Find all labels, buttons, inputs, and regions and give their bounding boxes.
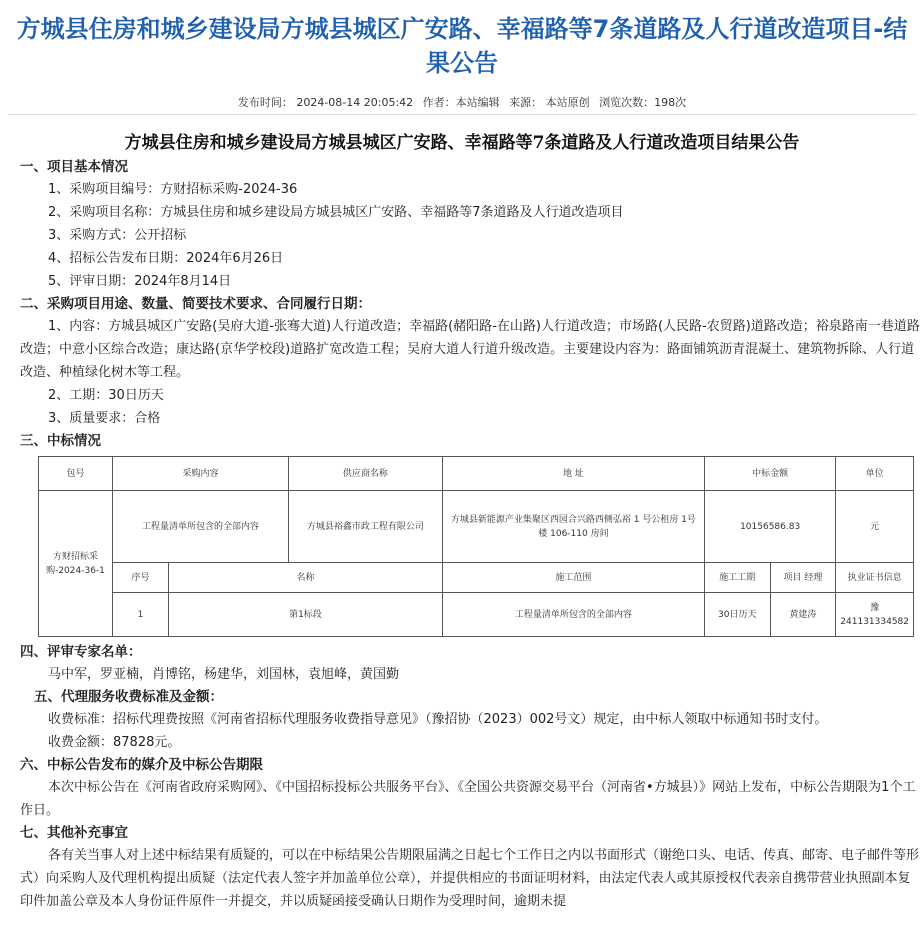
section1-item: 3、采购方式：公开招标	[48, 228, 187, 243]
supplier-name: 方城县裕鑫市政工程有限公司	[288, 491, 442, 563]
section6-heading: 六、中标公告发布的媒介及中标公告期限	[20, 757, 263, 773]
table-header: 包号	[39, 457, 113, 491]
table-cell: 1	[113, 593, 169, 637]
award-table	[38, 456, 914, 637]
procurement-content: 工程量清单所包含的全部内容	[113, 491, 289, 563]
package-number: 方财招标采购-2024-36-1	[39, 491, 113, 637]
table-header: 名称	[169, 563, 443, 593]
section2-content: 1、内容：方城县城区广安路(吴府大道-张骞大道)人行道改造；幸福路(赭阳路-在山路)人行道改造；市场路(人民路-农贸路)道路改造；裕泉路南一巷道路改造；中意小区综合改造；康达路(京华学校段)道路扩宽改造工程；吴府大道人行道升级改造。主要建设内容为：路面铺筑沥青混凝土、建筑物拆除、人行道改造、种植绿化树木等工程。	[20, 319, 920, 380]
expert-names: 马中军，罗亚楠，肖博铭，杨建华，刘国林，袁旭峰，黄国勤	[48, 667, 400, 682]
table-header: 中标金额	[704, 457, 835, 491]
table-header: 序号	[113, 563, 169, 593]
section2-period: 2、工期：30日历天	[48, 388, 164, 403]
table-header: 地 址	[442, 457, 704, 491]
section3-heading: 三、中标情况	[20, 433, 101, 449]
source: 来源： 本站原创	[509, 96, 590, 109]
table-header: 采购内容	[113, 457, 289, 491]
section1-item: 2、采购项目名称：方城县住房和城乡建设局方城县城区广安路、幸福路等7条道路及人行道改造项目	[48, 205, 624, 220]
publish-time: 发布时间： 2024-08-14 20:05:42	[237, 96, 414, 109]
article-body	[20, 156, 920, 913]
table-header: 供应商名称	[288, 457, 442, 491]
section1-item: 1、采购项目编号：方财招标采购-2024-36	[48, 182, 298, 197]
section7-text: 各有关当事人对上述中标结果有质疑的，可以在中标结果公告期限届满之日起七个工作日之内以书面形式（谢绝口头、电话、传真、邮寄、电子邮件等形式）向采购人及代理机构提出质疑（法定代表人签字并加盖单位公章），并提供相应的书面证明材料，由法定代表人或其原授权代表亲自携带营业执照副本复印件加盖公章及本人身份证件原件一并提交，并以质疑函接受确认日期作为受理时间，逾期未提	[20, 848, 920, 909]
section1-item: 4、招标公告发布日期：2024年6月26日	[48, 251, 284, 266]
page-title: 方城县住房和城乡建设局方城县城区广安路、幸福路等7条道路及人行道改造项目-结果公告	[16, 15, 908, 77]
table-header: 项目 经理	[770, 563, 836, 593]
section2-heading: 二、采购项目用途、数量、简要技术要求、合同履行日期：	[20, 296, 371, 312]
fee-amount: 收费金额：87828元。	[48, 735, 181, 750]
section1-heading: 一、项目基本情况	[20, 159, 128, 175]
view-count: 浏览次数：198次	[599, 96, 687, 109]
section6-text: 本次中标公告在《河南省政府采购网》、《中国招标投标公共服务平台》、《全国公共资源交易平台（河南省•方城县）》网站上发布，中标公告期限为1个工作日。	[20, 780, 916, 818]
table-cell: 30日历天	[704, 593, 770, 637]
section5-heading: 五、代理服务收费标准及金额：	[34, 689, 223, 705]
table-cell: 豫241131334582	[836, 593, 914, 637]
fee-standard: 收费标准：招标代理费按照《河南省招标代理服务收费指导意见》（豫招协（2023）002号文）规定，由中标人领取中标通知书时支付。	[48, 712, 828, 727]
table-cell: 黄建涛	[770, 593, 836, 637]
section4-heading: 四、评审专家名单：	[20, 644, 142, 660]
table-cell: 第1标段	[169, 593, 443, 637]
section7-heading: 七、其他补充事宜	[20, 825, 128, 841]
document-title: 方城县住房和城乡建设局方城县城区广安路、幸福路等7条道路及人行道改造项目结果公告	[124, 133, 800, 153]
supplier-address: 方城县新能源产业集聚区西园合兴路西侧弘裕 1 号公租房 1号楼 106-110 房间	[442, 491, 704, 563]
table-header: 执业证书信息	[836, 563, 914, 593]
section1-item: 5、评审日期：2024年8月14日	[48, 274, 232, 289]
divider	[8, 114, 916, 115]
amount-unit: 元	[836, 491, 914, 563]
article-meta	[0, 94, 924, 110]
table-cell: 工程量清单所包含的全部内容	[442, 593, 704, 637]
table-header: 施工工期	[704, 563, 770, 593]
table-header: 施工范围	[442, 563, 704, 593]
section2-quality: 3、质量要求：合格	[48, 411, 161, 426]
author: 作者：本站编辑	[422, 96, 500, 109]
award-amount: 10156586.83	[704, 491, 835, 563]
table-header: 单位	[836, 457, 914, 491]
